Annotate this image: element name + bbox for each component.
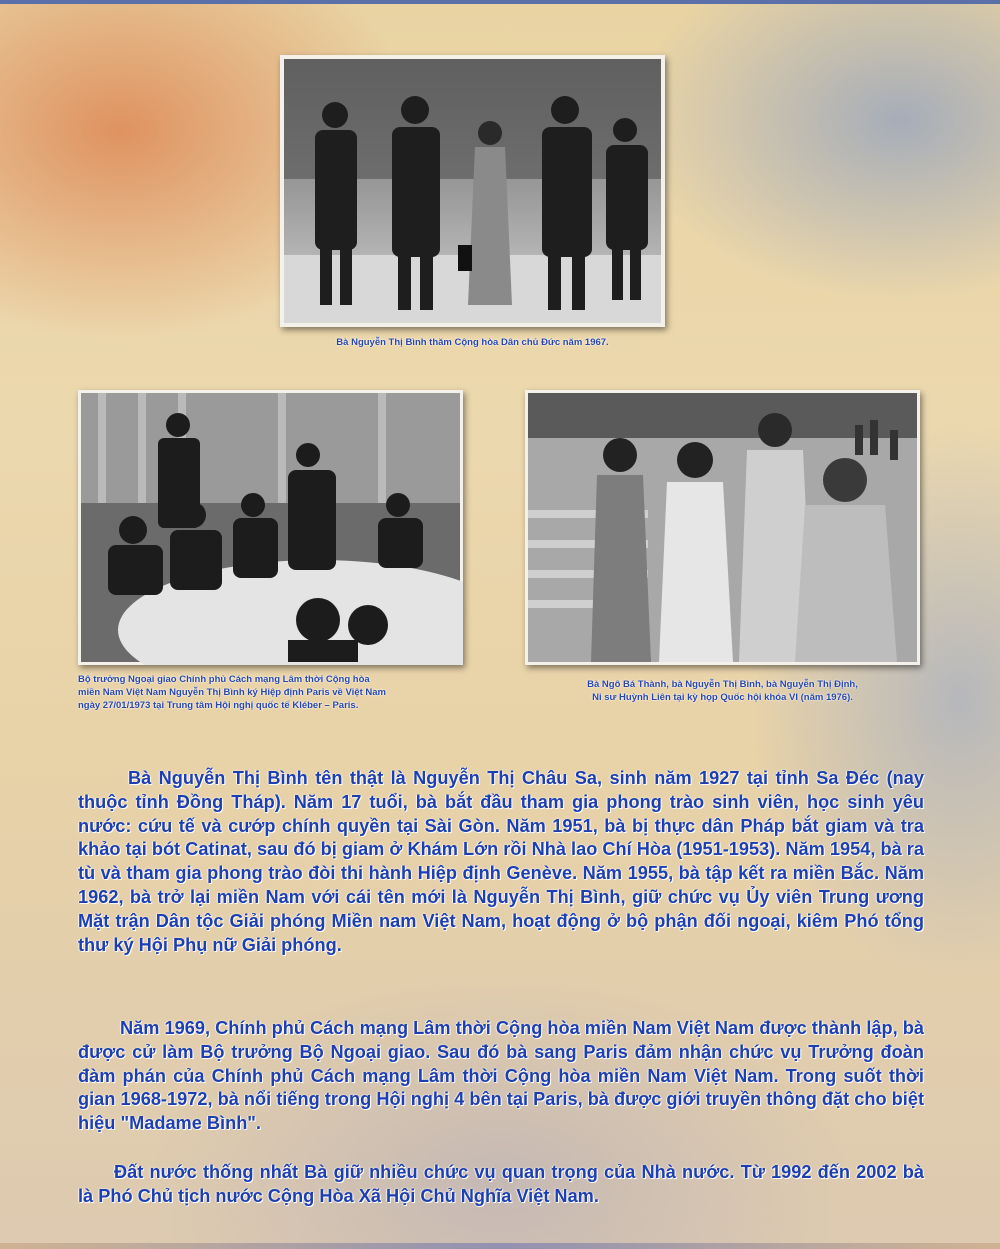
photo-paris-agreement-signing bbox=[78, 390, 463, 665]
caption-line: Bà Ngô Bá Thành, bà Nguyễn Thị Bình, bà Nguyễn Thị Định, bbox=[587, 679, 858, 690]
biography-paragraph: Đất nước thống nhất Bà giữ nhiều chức vụ quan trọng của Nhà nước. Từ 1992 đến 2002 bà là Phó Chủ tịch nước Cộng Hòa Xã Hội Chủ Nghĩa Việt Nam. bbox=[78, 1162, 924, 1206]
caption-line: Ni sư Huỳnh Liên tại kỳ họp Quốc hội khóa VI (năm 1976). bbox=[592, 692, 853, 703]
photo-visit-gdr-1967 bbox=[280, 55, 665, 327]
photo-caption-top: Bà Nguyễn Thị Bình thăm Cộng hòa Dân chủ Đức năm 1967. bbox=[336, 337, 609, 348]
photo-national-assembly-1976 bbox=[525, 390, 920, 665]
caption-line: ngày 27/01/1973 tại Trung tâm Hội nghị quốc tế Kléber – Paris. bbox=[78, 700, 359, 711]
top-border bbox=[0, 0, 1000, 4]
caption-line: Bộ trưởng Ngoại giao Chính phủ Cách mạng Lâm thời Cộng hòa bbox=[78, 674, 370, 685]
biography-paragraph: Năm 1969, Chính phủ Cách mạng Lâm thời Cộng hòa miền Nam Việt Nam được thành lập, bà được cử làm Bộ trưởng Bộ Ngoại giao. Sau đó bà sang Paris đảm nhận chức vụ Trưởng đoàn đàm phán của Chính phủ Cách mạng Lâm thời Cộng hòa miền Nam Việt Nam. Trong suốt thời gian 1968-1972, bà nổi tiếng trong Hội nghị 4 bên tại Paris, bà được giới truyền thông đặt cho biệt hiệu "Madame Bình". bbox=[78, 1018, 924, 1134]
bottom-border bbox=[0, 1243, 1000, 1249]
photo-caption-left bbox=[78, 673, 478, 712]
photo-caption-right bbox=[525, 678, 920, 704]
biography-paragraph: Bà Nguyễn Thị Bình tên thật là Nguyễn Thị Châu Sa, sinh năm 1927 tại tỉnh Sa Đéc (nay thuộc tỉnh Đồng Tháp). Năm 17 tuổi, bà bắt đầu tham gia phong trào sinh viên, học sinh yêu nước: cứu tế và cướp chính quyền tại Sài Gòn. Năm 1951, bà bị thực dân Pháp bắt giam và tra khảo tại bót Catinat, sau đó bị giam ở Khám Lớn rồi Nhà lao Chí Hòa (1951-1953). Năm 1954, bà ra tù và tham gia phong trào đòi thi hành Hiệp định Genève. Năm 1955, bà tập kết ra miền Bắc. Năm 1962, bà trở lại miền Nam với cái tên mới là Nguyễn Thị Bình, giữ chức vụ Ủy viên Trung ương Mặt trận Dân tộc Giải phóng Miền nam Việt Nam, hoạt động ở bộ phận đối ngoại, kiêm Phó tổng thư ký Hội Phụ nữ Giải phóng. bbox=[78, 768, 924, 955]
caption-line: miền Nam Việt Nam Nguyễn Thị Bình ký Hiệp định Paris về Việt Nam bbox=[78, 687, 386, 698]
